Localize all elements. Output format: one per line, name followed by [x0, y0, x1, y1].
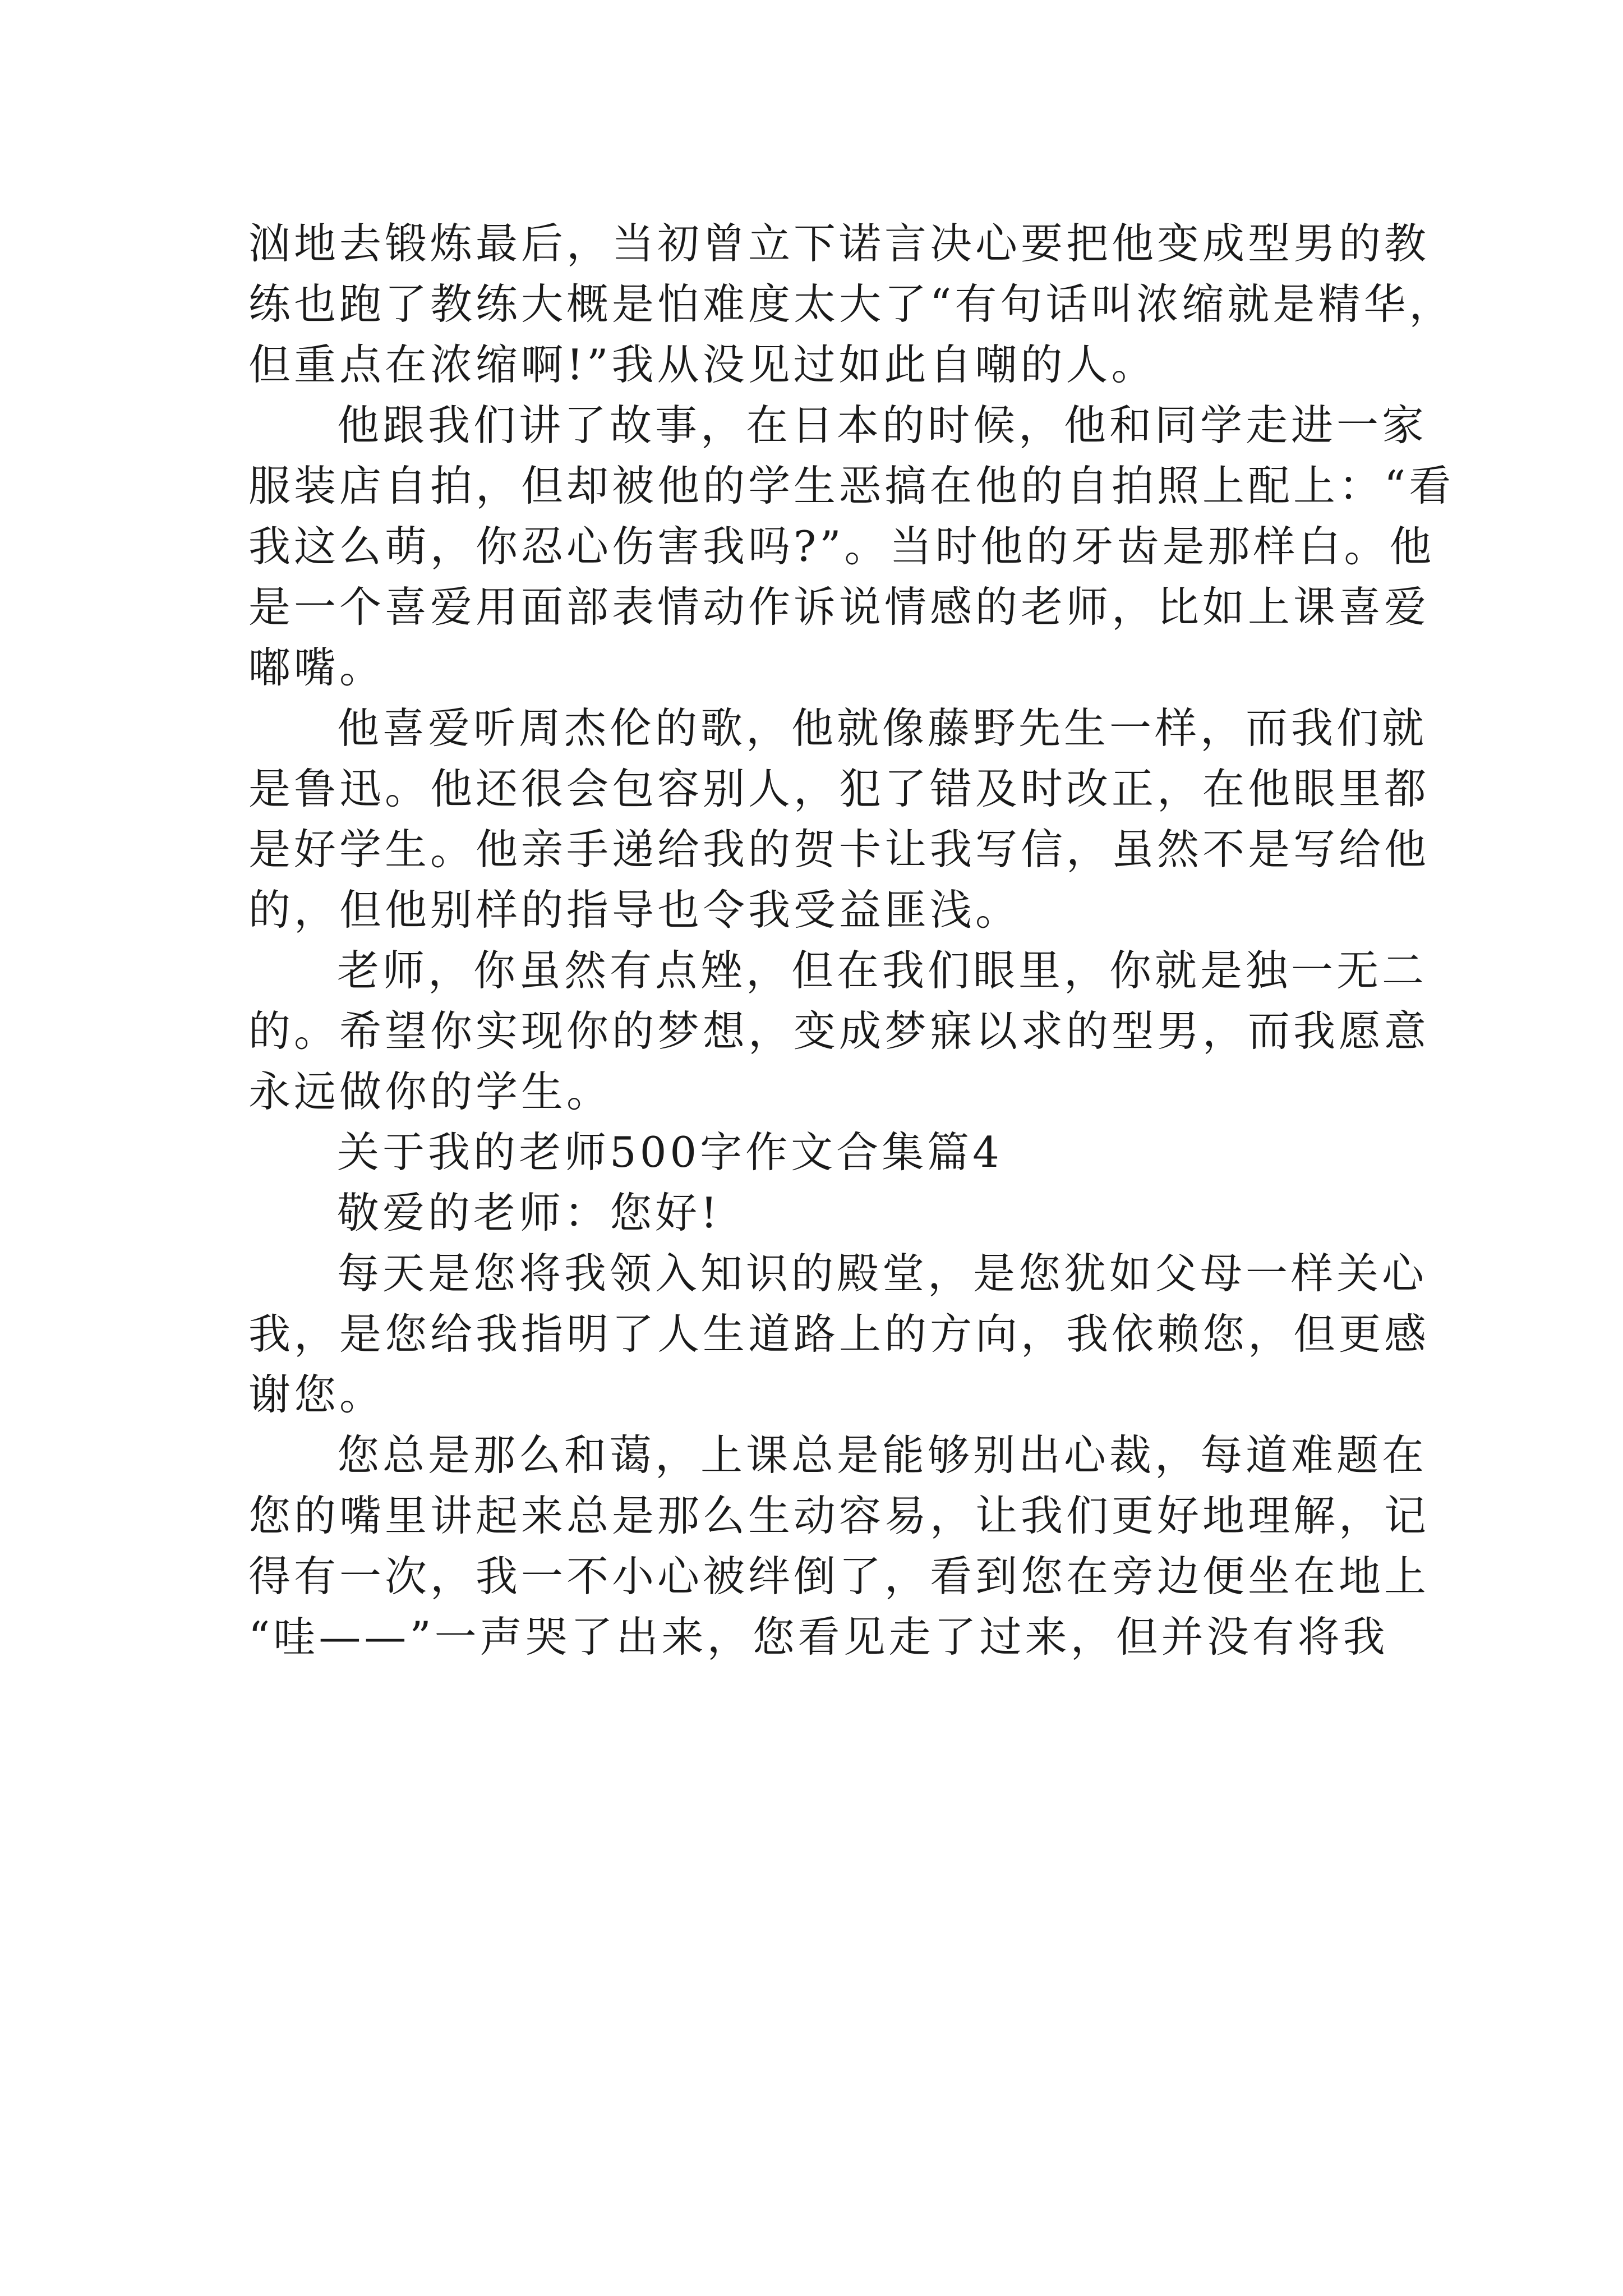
text-line: 汹地去锻炼最后，当初曾立下诺言决心要把他变成型男的教 [248, 219, 1430, 268]
text-line: 得有一次，我一不小心被绊倒了，看到您在旁边便坐在地上 [248, 1552, 1430, 1601]
text-line: “哇——”一声哭了出来，您看见走了过来，但并没有将我 [248, 1612, 1389, 1662]
section-heading: 关于我的老师500字作文合集篇4 [337, 1128, 1003, 1177]
text-line: 嘟嘴。 [248, 643, 385, 692]
text-line: 是好学生。他亲手递给我的贺卡让我写信，虽然不是写给他 [248, 825, 1430, 874]
text-line: 但重点在浓缩啊!”我从没见过如此自嘲的人。 [248, 340, 1157, 389]
text-line: 谢您。 [248, 1370, 385, 1419]
text-line: 服装店自拍，但却被他的学生恶搞在他的自拍照上配上：“看 [248, 461, 1455, 510]
paragraph-first-line: 您总是那么和蔼，上课总是能够别出心裁，每道难题在 [337, 1430, 1428, 1480]
paragraph-first-line: 老师，你虽然有点矬，但在我们眼里，你就是独一无二 [337, 946, 1428, 995]
text-line: 您的嘴里讲起来总是那么生动容易，让我们更好地理解，记 [248, 1491, 1430, 1540]
text-line: 我，是您给我指明了人生道路上的方向，我依赖您，但更感 [248, 1309, 1430, 1359]
document-body [248, 213, 1455, 1667]
text-line: 我这么萌，你忍心伤害我吗?”。当时他的牙齿是那样白。他 [248, 522, 1435, 571]
paragraph-first-line: 他喜爱听周杰伦的歌，他就像藤野先生一样，而我们就 [337, 703, 1428, 753]
paragraph-first-line: 每天是您将我领入知识的殿堂，是您犹如父母一样关心 [337, 1249, 1428, 1298]
text-line: 的。希望你实现你的梦想，变成梦寐以求的型男，而我愿意 [248, 1006, 1430, 1056]
text-line: 是鲁迅。他还很会包容别人，犯了错及时改正，在他眼里都 [248, 764, 1430, 813]
text-line: 是一个喜爱用面部表情动作诉说情感的老师，比如上课喜爱 [248, 582, 1430, 632]
text-line: 练也跑了教练大概是怕难度太大了“有句话叫浓缩就是精华， [248, 279, 1455, 329]
paragraph-first-line: 他跟我们讲了故事，在日本的时候，他和同学走进一家 [337, 401, 1428, 450]
text-line: 的，但他别样的指导也令我受益匪浅。 [248, 885, 1021, 935]
text-line: 永远做你的学生。 [248, 1067, 612, 1116]
letter-salutation: 敬爱的老师：您好! [337, 1188, 721, 1237]
